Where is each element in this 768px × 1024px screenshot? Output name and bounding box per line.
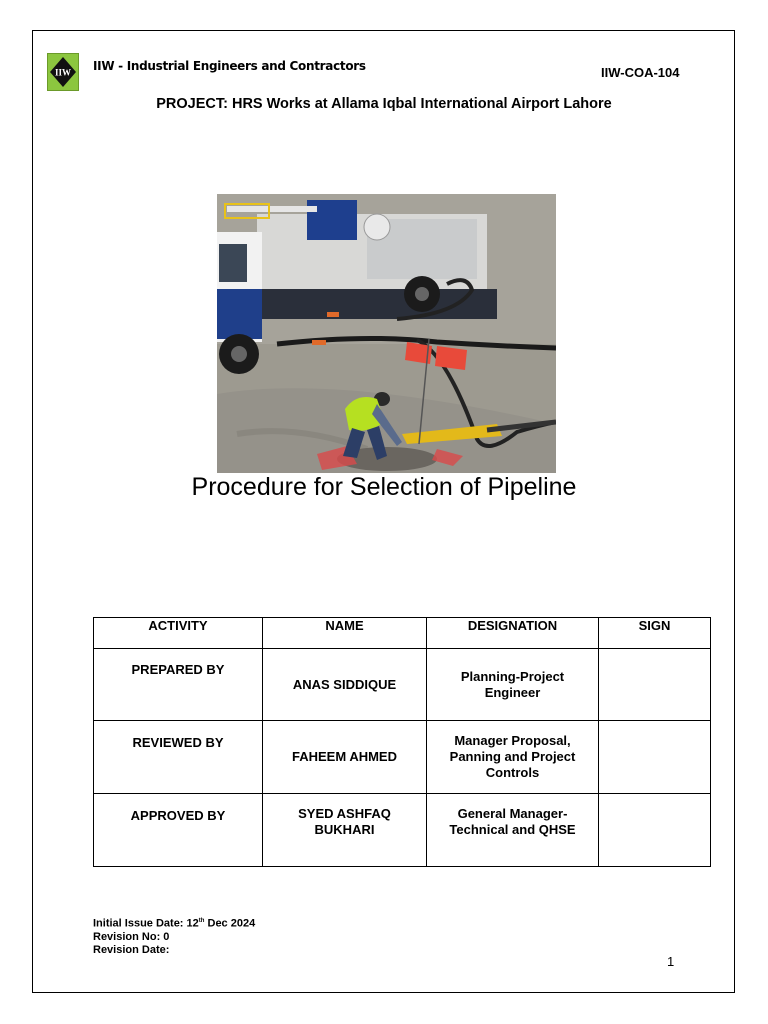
cell-activity: APPROVED BY <box>94 794 263 867</box>
header-activity: ACTIVITY <box>94 618 263 649</box>
logo-text: IIW <box>54 67 72 78</box>
issue-date <box>93 915 255 931</box>
cell-designation: Manager Proposal, Panning and Project Controls <box>427 721 599 794</box>
document-code: IIW-COA-104 <box>601 65 680 80</box>
table-row <box>94 649 711 721</box>
project-line: PROJECT: HRS Works at Allama Iqbal International Airport Lahore <box>156 96 612 112</box>
table-row <box>94 721 711 794</box>
revision-footer <box>93 915 255 957</box>
revision-date: Revision Date: <box>93 943 170 956</box>
company-name: IIW - Industrial Engineers and Contractors <box>93 59 366 73</box>
header-designation: DESIGNATION <box>427 618 599 649</box>
company-logo <box>47 53 79 91</box>
revision-number: Revision No: 0 <box>93 930 170 943</box>
cell-designation: Planning-Project Engineer <box>427 649 599 721</box>
issue-date-month: Dec 2024 <box>204 917 256 930</box>
cell-name: FAHEEM AHMED <box>263 721 427 794</box>
issue-date-label: Initial Issue Date: 12 <box>93 917 199 930</box>
page-number: 1 <box>667 954 675 969</box>
cell-activity: REVIEWED BY <box>94 721 263 794</box>
cell-sign <box>599 649 711 721</box>
cover-photo <box>217 194 556 473</box>
header-name: NAME <box>263 618 427 649</box>
cell-name: SYED ASHFAQ BUKHARI <box>263 794 427 867</box>
cell-activity: PREPARED BY <box>94 649 263 721</box>
document-title: Procedure for Selection of Pipeline <box>191 473 577 501</box>
cell-designation: General Manager-Technical and QHSE <box>427 794 599 867</box>
cell-sign <box>599 721 711 794</box>
cell-name: ANAS SIDDIQUE <box>263 649 427 721</box>
approval-table <box>93 617 711 867</box>
table-header-row <box>94 618 711 649</box>
issue-date-suffix: th <box>198 918 205 924</box>
table-row <box>94 794 711 867</box>
cell-sign <box>599 794 711 867</box>
header-sign: SIGN <box>599 618 711 649</box>
